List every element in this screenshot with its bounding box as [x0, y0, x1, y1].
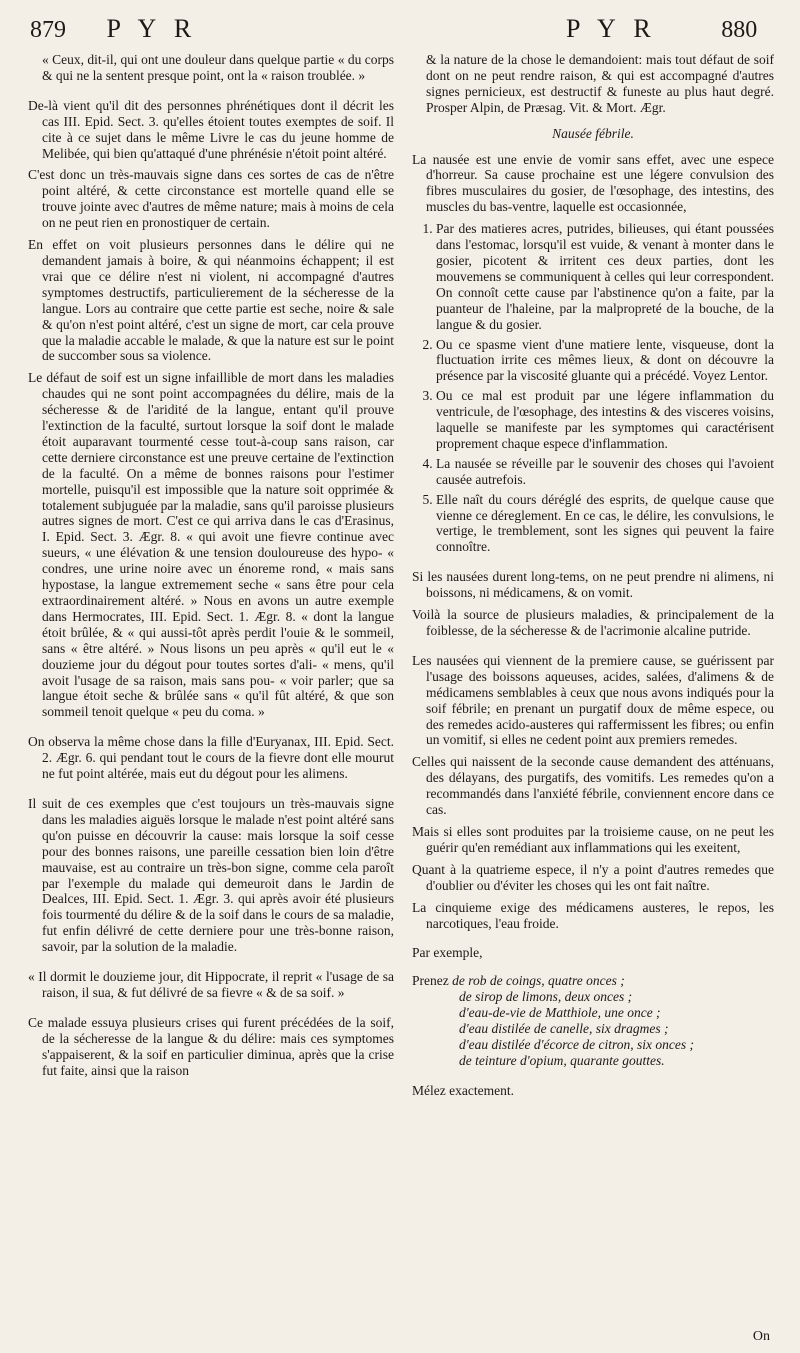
list-item: 1. Par des matieres acres, putrides, bilieuses, qui étant poussées dans l'estomac, lorsqu'il est vuide, & venant à monter dans le gosier, picotent & irritent ces deux parties, dont les mouvemens se communiquent à celles qui leur correspondent. On connoît cette cause par l'abstinence qu'on a faite, par la puanteur de l'haleine, par la malpropreté de la bouche, de la langue & du gosier. [436, 221, 774, 332]
paragraph: C'est donc un très-mauvais signe dans ces sortes de cas de n'être point altéré, & cette circonstance est mortelle quand elle se trouve jointe avec d'autres de même nature; mais à moins de cela on ne peut rien en pronostiquer de certain. [28, 167, 394, 231]
recipe-line: de sirop de limons, deux onces ; [459, 989, 633, 1005]
paragraph: Par exemple, [412, 945, 483, 961]
paragraph: On observa la même chose dans la fille d'Euryanax, III. Epid. Sect. 2. Ægr. 6. qui pendant tout le cours de la fievre dont elle mourut ne fut point altérée, mais eut du dégout pour les alimens. [28, 734, 394, 782]
running-title-left: P Y R [106, 14, 198, 43]
paragraph: « Il dormit le douzieme jour, dit Hippocrate, il reprit « l'usage de sa raison, il sua, & fut délivré de sa fievre « & de sa soif. » [28, 969, 394, 1000]
paragraph: Voilà la source de plusieurs maladies, & principalement de la foiblesse, de la sécheresse & de l'acrimonie alcaline putride. [412, 607, 774, 638]
paragraph: Il suit de ces exemples que c'est toujours un très-mauvais signe dans les maladies aiguës lorsque le malade n'est point altéré sans qu'on puisse en découvrir la cause: mais lorsque la soif cesse pour des bonnes raisons, une pareille cessation bien loin d'être mauvaise, est au contraire un très-bon signe, comme cela paroît par l'exemple du malade qui demeuroit dans le Jardin de Dealces, III. Epid. Sect. 1. Ægr. 3. qui après avoir été plusieurs fois tourmenté du délire & de la soif dans le cours de sa maladie, fut enfin délivré de cette derniere pour une très-bonne raison, savoir, par la solution de la maladie. [28, 795, 394, 955]
section-title: Nausée fébrile. [552, 125, 634, 141]
paragraph: La nausée est une envie de vomir sans effet, avec une espece d'horreur. Sa cause prochaine est une légere convulsion des fibres musculaires du gosier, de l'œsophage, des intestins, des muscles du bas-ventre, laquelle est occasionnée, [412, 151, 774, 215]
recipe-line: de rob de coings, quatre onces ; [452, 973, 625, 989]
page-number-left: 879 [30, 17, 66, 43]
running-header-left [30, 14, 197, 44]
paragraph: & la nature de la chose le demandoient: mais tout défaut de soif dont on ne peut rendre raison, & qui est accompagné d'autres signes pernicieux, est destructif & funeste au plus haut degré. Prosper Alpin, de Præsag. Vit. & Mort. Ægr. [426, 52, 774, 115]
paragraph: « Ceux, dit-il, qui ont une douleur dans quelque partie « du corps & qui ne la sentent presque point, ont la « raison troublée. » [42, 52, 394, 83]
list-item: 3. Ou ce mal est produit par une légere inflammation du ventricule, de l'œsophage, des intestins & des visceres voisins, laquelle se manifeste par les symptomes qui caractérisent proprement chaque espece d'inflammation. [436, 388, 774, 452]
paragraph: Celles qui naissent de la seconde cause demandent des atténuans, des délayans, des purgatifs, des vomitifs. Les remedes qu'on a recommandés dans l'anxiété fébrile, conviennent encore dans ce cas. [412, 754, 774, 818]
list-item: 4. La nausée se réveille par le souvenir des choses qui l'avoient causée autrefois. [436, 456, 774, 488]
recipe-lead: Prenez [412, 973, 449, 989]
paragraph: De-là vient qu'il dit des personnes phrénétiques dont il décrit les cas III. Epid. Sect. 3. qu'elles étoient toutes exemptes de soif. Il cite à ce sujet dans le même Livre le cas du jeune homme de Melibée, qui bien qu'attaqué d'une phrénésie n'étoit point altéré. [28, 97, 394, 161]
list-item: 2. Ou ce spasme vient d'une matiere lente, visqueuse, dont la fluctuation irrite ces mêmes lieux, & dont on découvre la présence par la viscosité gluante qui a précédé. Voyez Lentor. [436, 337, 774, 385]
paragraph: Les nausées qui viennent de la premiere cause, se guérissent par l'usage des boissons aqueuses, acides, salées, d'alimens & de médicamens semblables à ceux que nous avons indiqués pour la soif fébrile; en prenant un purgatif doux de même espece, ou des remedes acido-austeres qui raffermissent les fibres; ou enfin un vomitif, si elles ne cedent point aux premiers remedes. [412, 652, 774, 748]
paragraph: Mélez exactement. [412, 1082, 514, 1098]
recipe [412, 973, 774, 1068]
right-column [412, 52, 774, 1105]
paragraph: Ce malade essuya plusieurs crises qui furent précédées de la soif, de la sécheresse de la langue & du délire: mais ces symptomes s'appaiserent, & la soif en particulier diminua, après que la crise fut faite, ainsi que la raison [28, 1014, 394, 1078]
list-item: 5. Elle naît du cours déréglé des esprits, de quelque cause que vienne ce déreglement. En ce cas, le délire, les convulsions, le vertige, le tremblement, sont les signes qui peuvent la faire connoître. [436, 492, 774, 556]
recipe-line: de teinture d'opium, quarante gouttes. [459, 1052, 665, 1068]
paragraph: Mais si elles sont produites par la troisieme cause, on ne peut les guérir qu'en remédiant aux inflammations qui les exeitent, [412, 823, 774, 855]
paragraph: En effet on voit plusieurs personnes dans le délire qui ne demandent jamais à boire, & qui néanmoins échappent; il est vrai que ce délire n'est ni violent, ni accompagné d'autres symptomes destructifs, particulierement de la sécheresse de la langue. Lors au contraire que cette partie est seche, noire & sale & qu'on n'est point altéré, c'est un signe de mort, car cela prouve que la maladie accable le malade, & que la nature est sur le point de succomber sous sa violence. [28, 237, 394, 364]
paragraph: Si les nausées durent long-tems, on ne peut prendre ni alimens, ni boissons, ni médicamens, & on vomit. [412, 569, 774, 601]
running-header-right [566, 14, 757, 44]
paragraph: Quant à la quatrieme espece, il n'y a point d'autres remedes que d'oublier ou d'éviter les choses qui les ont fait naître. [412, 861, 774, 893]
causes-list [412, 221, 774, 555]
recipe-line: d'eau-de-vie de Matthiole, une once ; [459, 1005, 661, 1021]
running-title-right: P Y R [566, 14, 657, 43]
catchword: On [752, 1329, 770, 1344]
paragraph: Le défaut de soif est un signe infaillible de mort dans les maladies chaudes qui ne sont point accompagnées du délire, mais de la sécheresse & de l'aridité de la langue, entant qu'il prouve l'extinction de la faculté, surtout lorsque la soif dont le malade étoit auparavant tourmenté cesse tout-à-coup sans raison, car cette derniere circonstance est une preuve certaine de l'extinction de la faculté. On a même de bonnes raisons pour l'estimer mortelle, puisqu'il est impossible que la nature soit opprimée & totalement subjuguée par la maladie, sans qu'il paroisse plusieurs autres signes de mort. C'est ce qui arriva dans le cas d'Erasinus, I. Epid. Sect. 3. Ægr. 8. « qui avoit une fievre continue avec sueurs, « une élévation & une tension douloureuse des hypo- « condres, une urine noire avec un énoreme rond, « mais sans hypostase, la langue extremement seche « sans être pour cela extraordinairement altéré. » Nous en avons un autre exemple dans Hermocrates, III. Epid. Sect. 1. Ægr. 8. « dont la langue étoit brûlée, & « qui aussi-tôt après perdit l'ouie & le sommeil, sans « être altéré. » Nous lisons un peu après « qu'il eut le « douzieme jour du dégout pour toutes sortes d'ali- « mens, qu'il avoit l'usage de sa raison, mais sans pou- « voir parler; que sa langue étoit seche & brûlée sans « qu'il fût altéré, & que son sommeil tenoit quelque « peu du coma. » [28, 370, 394, 720]
recipe-line: d'eau distilée d'écorce de citron, six onces ; [459, 1036, 694, 1052]
recipe-line: d'eau distilée de canelle, six dragmes ; [459, 1021, 669, 1037]
page-number-right: 880 [721, 17, 758, 43]
paragraph: La cinquieme exige des médicamens austeres, le repos, les narcotiques, l'eau froide. [412, 899, 774, 931]
left-column [28, 52, 394, 1084]
